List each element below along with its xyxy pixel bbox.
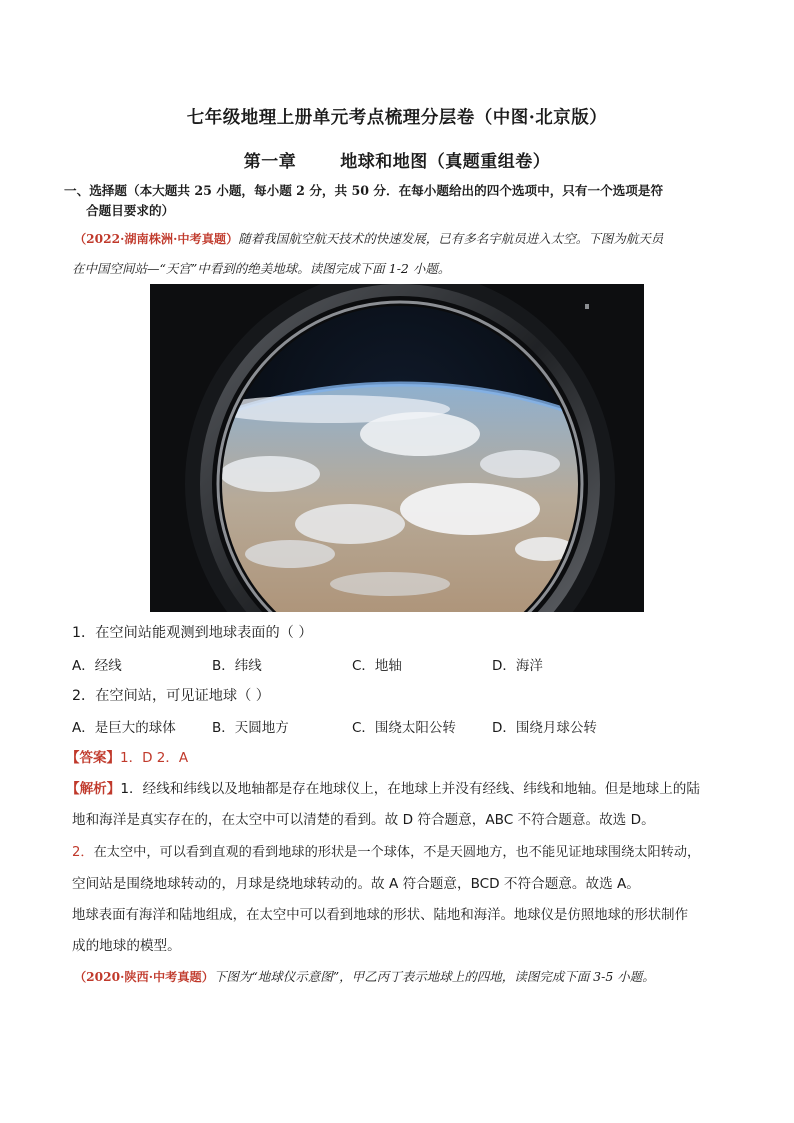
chapter-number: 第一章 xyxy=(243,152,297,172)
question-1-stem: 1．在空间站能观测到地球表面的（ ） xyxy=(72,625,313,641)
chapter-title xyxy=(0,147,794,172)
q1-option-d: D．海洋 xyxy=(492,658,543,674)
q1-option-b: B．纬线 xyxy=(212,658,262,674)
question-2-stem: 2．在空间站，可见证地球（ ） xyxy=(72,688,270,704)
q2-option-a: A．是巨大的球体 xyxy=(72,720,176,736)
analysis-line3: 2．在太空中，可以看到直观的看到地球的形状是一个球体，不是天圆地方，也不能见证地球围绕太阳转动， xyxy=(72,845,701,860)
earth-through-porthole-icon xyxy=(150,284,644,612)
answer-text: 1．D 2．A xyxy=(120,750,189,766)
intro-2-line xyxy=(74,967,734,985)
analysis-line6: 成的地球的模型。 xyxy=(72,938,181,954)
section-heading-line1: 一、选择题（本大题共 25 小题，每小题 2 分，共 50 分．在每小题给出的四个选项中，只有一个选项是符 xyxy=(64,183,664,198)
analysis-line5: 地球表面有海洋和陆地组成，在太空中可以看到地球的形状、陆地和海洋。地球仪是仿照地球的形状制作 xyxy=(72,908,688,923)
intro-1-text: 随着我国航空航天技术的快速发展，已有多名宇航员进入太空。下图为航天员 xyxy=(238,231,664,246)
source-tag-2020: （2020·陕西·中考真题） xyxy=(74,970,214,984)
answer-line xyxy=(66,746,726,766)
analysis-label: 【解析】 xyxy=(66,781,121,797)
analysis-line2: 地和海洋是真实存在的，在太空中可以清楚的看到。故 D 符合题意，ABC 不符合题意。故选 D。 xyxy=(72,812,655,828)
source-tag-2022: （2022·湖南株洲·中考真题） xyxy=(74,232,239,246)
earth-porthole-photo xyxy=(150,284,644,612)
chapter-name: 地球和地图（真题重组卷） xyxy=(340,152,551,172)
intro-1-line1 xyxy=(74,229,734,247)
q2-option-c: C．围绕太阳公转 xyxy=(352,720,456,736)
analysis-line1 xyxy=(66,777,726,797)
analysis-text-1: 1．经线和纬线以及地轴都是存在地球仪上，在地球上并没有经线、纬线和地轴。但是地球上的陆 xyxy=(120,781,700,797)
analysis-line4: 空间站是围绕地球转动的，月球是绕地球转动的。故 A 符合题意，BCD 不符合题意。故选 A。 xyxy=(72,876,640,892)
q1-option-c: C．地轴 xyxy=(352,658,402,674)
answer-label: 【答案】 xyxy=(66,750,120,766)
section-heading-line2: 合题目要求的） xyxy=(86,203,175,218)
q2-option-d: D．围绕月球公转 xyxy=(492,720,597,736)
intro-2-text: 下图为“地球仪示意图”，甲乙丙丁表示地球上的四地，读图完成下面 3-5 小题。 xyxy=(213,969,655,984)
q2-option-b: B．天圆地方 xyxy=(212,720,289,736)
q1-option-a: A．经线 xyxy=(72,658,122,674)
analysis-text-3: 在太空中，可以看到直观的看到地球的形状是一个球体，不是天圆地方，也不能见证地球围绕太阳转动， xyxy=(93,845,701,860)
intro-1-line2: 在中国空间站—“天宫”中看到的绝美地球。读图完成下面 1-2 小题。 xyxy=(72,261,451,276)
document-title: 七年级地理上册单元考点梳理分层卷（中图·北京版） xyxy=(186,108,608,128)
